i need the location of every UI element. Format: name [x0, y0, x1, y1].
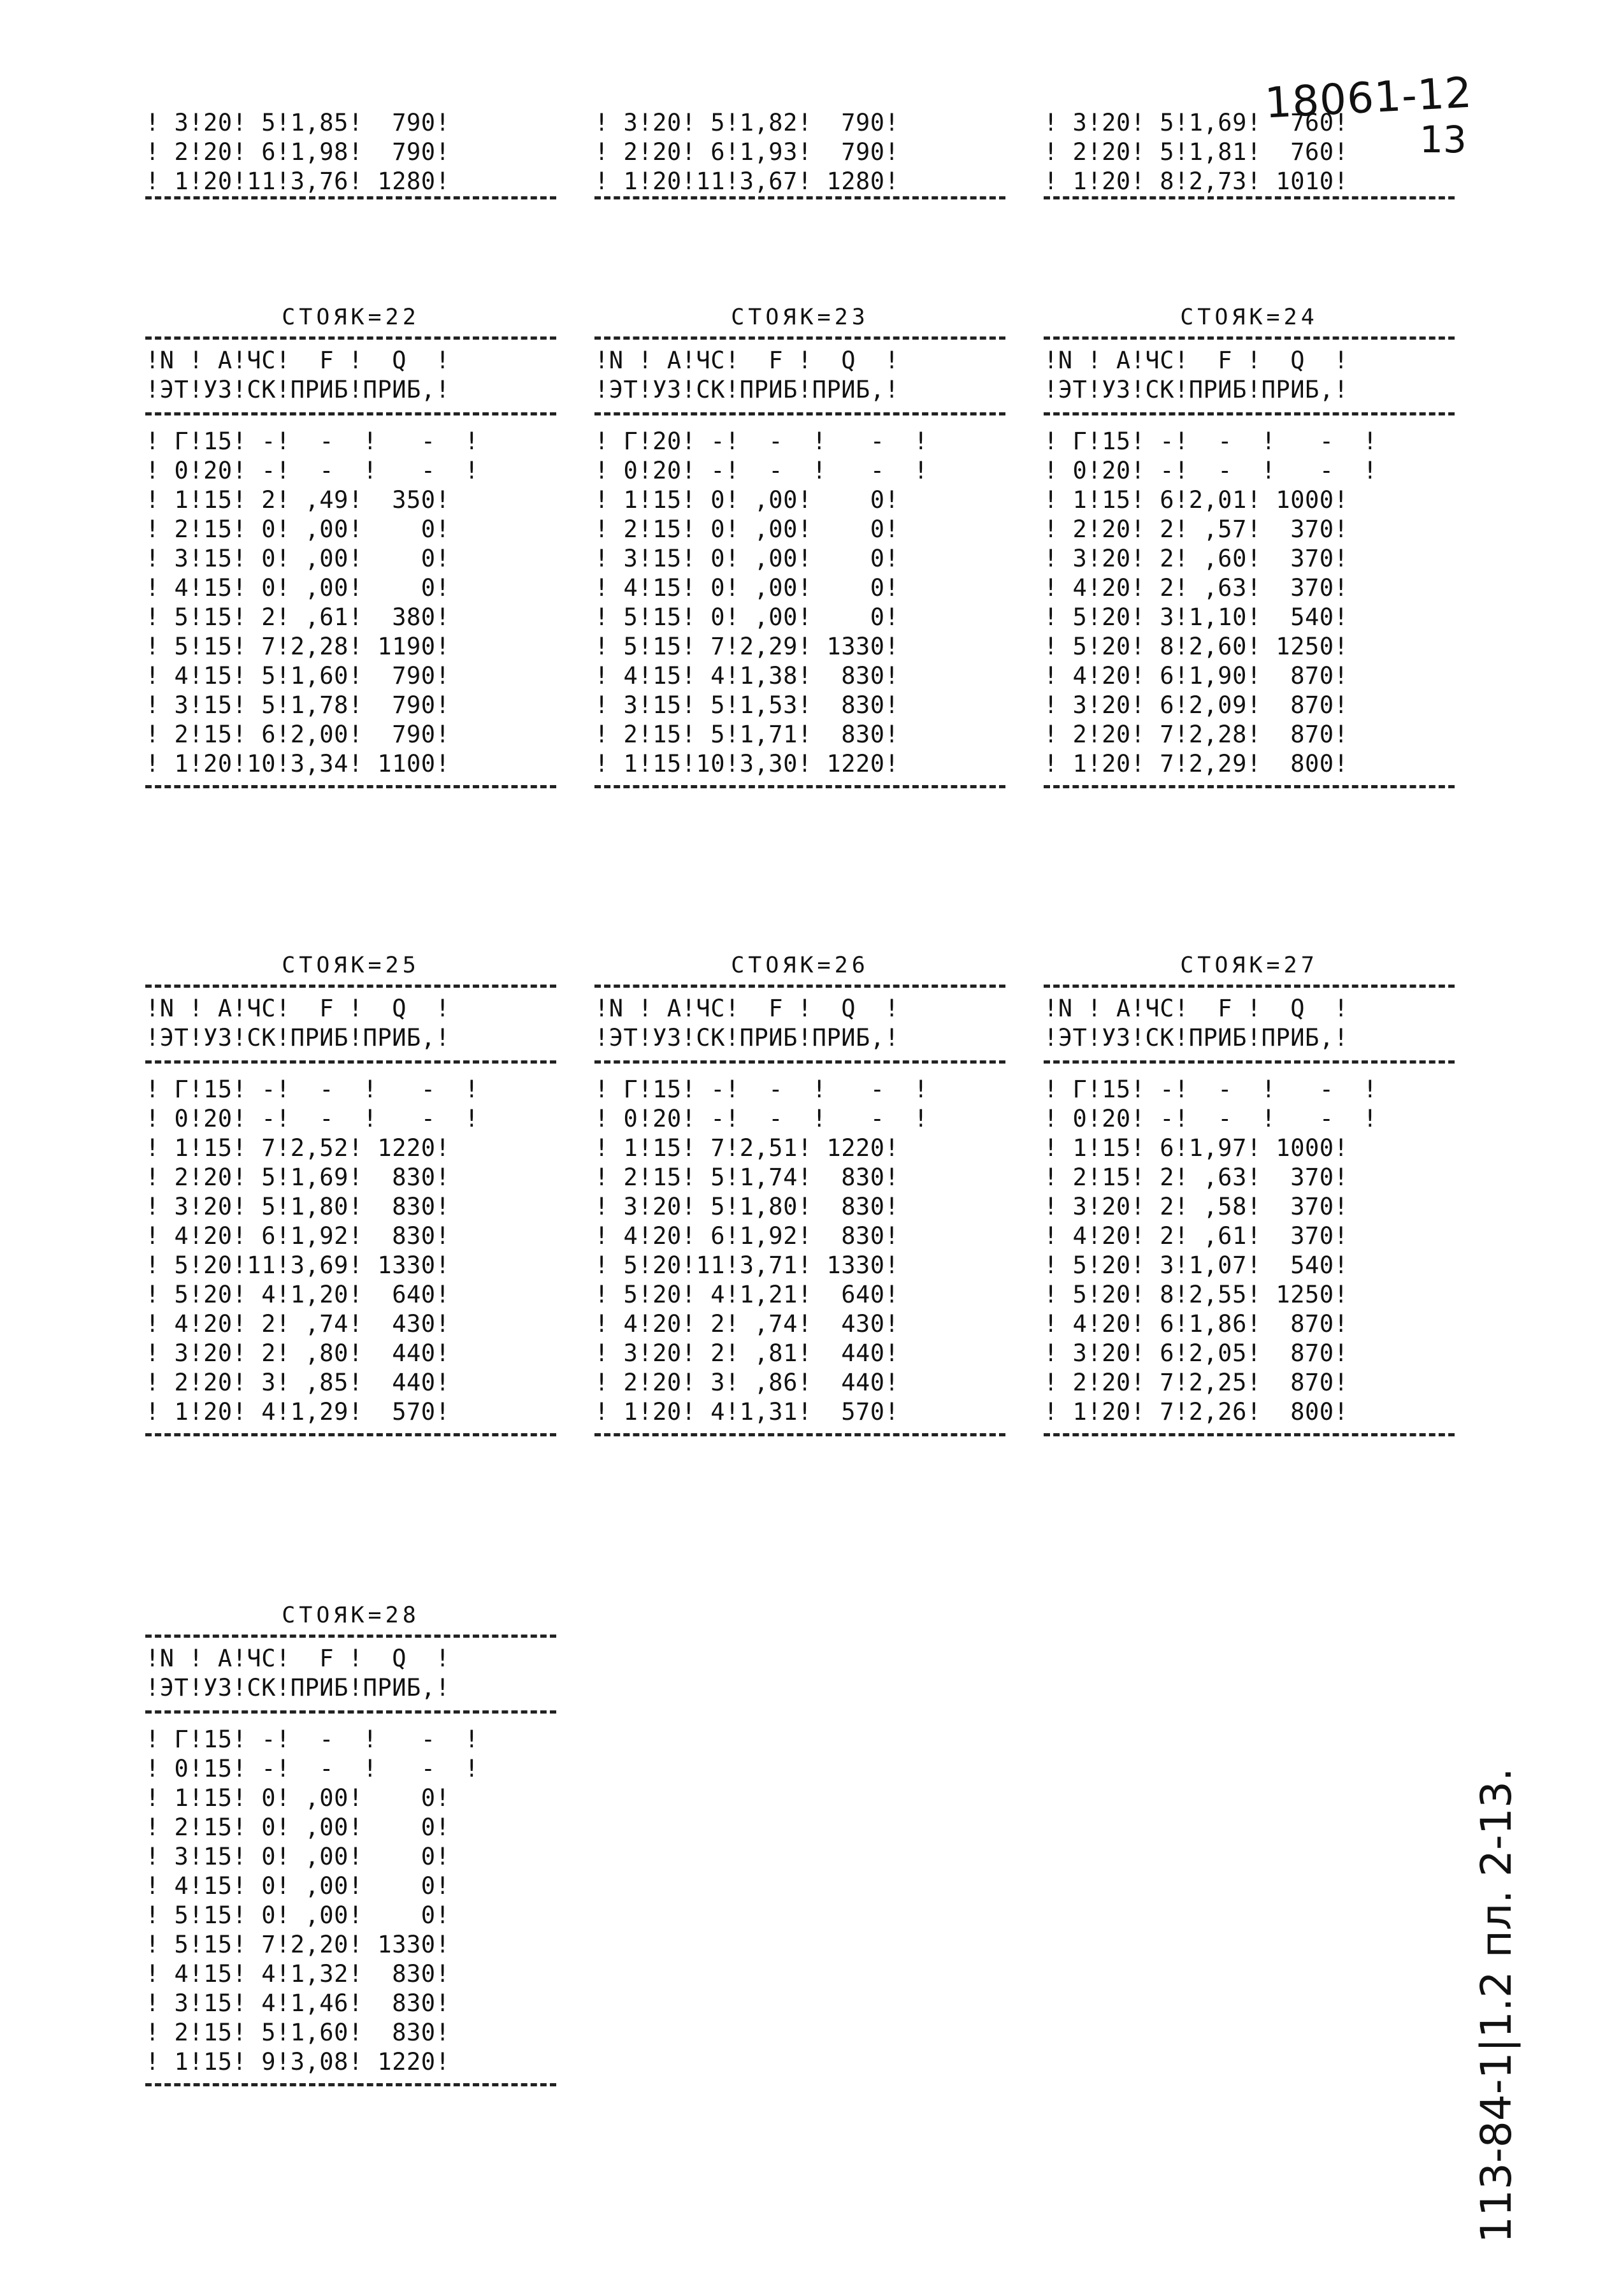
- table-row: ! 2!20! 3! ,86! 440!: [594, 1369, 900, 1396]
- header-row: !ЭТ!УЗ!СК!ПРИБ!ПРИБ,!: [594, 1024, 900, 1051]
- table-row: ! 4!20! 6!1,90! 870!: [1044, 662, 1349, 690]
- table-header: [145, 988, 556, 1060]
- table-row: ! 2!20! 6!1,98! 790!: [145, 138, 450, 166]
- reference-number: 18061-12: [1263, 68, 1474, 128]
- table-row: ! 3!20! 5!1,82! 790!: [594, 109, 900, 136]
- table-header: [145, 340, 556, 412]
- table-row: ! 1!15! 2! ,49! 350!: [145, 486, 450, 514]
- table-row: ! 1!15! 6!2,01! 1000!: [1044, 486, 1349, 514]
- header-row: !N ! А!ЧС! F ! Q !: [145, 1645, 450, 1672]
- table-row: ! 2!15! 5!1,74! 830!: [594, 1164, 900, 1191]
- header-row: !ЭТ!УЗ!СК!ПРИБ!ПРИБ,!: [145, 376, 450, 403]
- table-row-group: [145, 946, 1455, 1436]
- table-row: ! 3!15! 0! ,00! 0!: [594, 545, 900, 572]
- document-code: 113-84-1|1.2 пл. 2-13.: [1472, 1768, 1521, 2243]
- table-row: ! 5!15! 0! ,00! 0!: [145, 1902, 450, 1929]
- table-row: ! Г!20! -! - ! - !: [594, 428, 928, 455]
- header-row: !ЭТ!УЗ!СК!ПРИБ!ПРИБ,!: [1044, 1024, 1349, 1051]
- table-row: ! 2!20! 5!1,81! 760!: [1044, 138, 1349, 166]
- stoyak-table: [145, 1596, 556, 2086]
- table-row: ! 1!20! 7!2,29! 800!: [1044, 750, 1349, 777]
- table-title: СТОЯК=23: [731, 305, 869, 330]
- table-row: ! 4!15! 0! ,00! 0!: [145, 1872, 450, 1900]
- table-row: ! 0!20! -! - ! - !: [145, 457, 479, 484]
- table-row: ! Г!15! -! - ! - !: [1044, 428, 1378, 455]
- table-row: ! 5!20!11!3,69! 1330!: [145, 1252, 450, 1279]
- table-row: ! 1!15! 0! ,00! 0!: [594, 486, 900, 514]
- table-row: ! 5!20! 4!1,21! 640!: [594, 1281, 900, 1308]
- table-row: ! 3!15! 0! ,00! 0!: [145, 1843, 450, 1870]
- table-row: ! 4!20! 2! ,61! 370!: [1044, 1222, 1349, 1250]
- header-row: !ЭТ!УЗ!СК!ПРИБ!ПРИБ,!: [145, 1024, 450, 1051]
- table-row: ! 5!15! 7!2,29! 1330!: [594, 633, 900, 660]
- table-header: [594, 340, 1005, 412]
- table-row: ! 1!15! 6!1,97! 1000!: [1044, 1134, 1349, 1162]
- continuation-table: [1044, 108, 1455, 199]
- header-row: !N ! А!ЧС! F ! Q !: [1044, 995, 1349, 1022]
- header-row: !N ! А!ЧС! F ! Q !: [594, 995, 900, 1022]
- table-row: ! 1!15! 0! ,00! 0!: [145, 1784, 450, 1812]
- table-row: ! 2!15! 0! ,00! 0!: [594, 516, 900, 543]
- table-row: ! 3!20! 5!1,69! 760!: [1044, 109, 1349, 136]
- table-row: ! 3!20! 5!1,80! 830!: [594, 1193, 900, 1220]
- table-rule: [594, 196, 1005, 199]
- table-title: СТОЯК=24: [1180, 305, 1318, 330]
- table-row: ! 5!20! 8!2,55! 1250!: [1044, 1281, 1349, 1308]
- table-body: [145, 1064, 556, 1433]
- header-row: !N ! А!ЧС! F ! Q !: [145, 347, 450, 374]
- table-row: ! 4!15! 5!1,60! 790!: [145, 662, 450, 690]
- table-rule: [594, 1433, 1005, 1436]
- table-row: ! Г!15! -! - ! - !: [145, 1726, 479, 1753]
- table-row: ! 0!20! -! - ! - !: [594, 457, 928, 484]
- table-row: ! 0!20! -! - ! - !: [1044, 457, 1378, 484]
- table-row-group: [145, 1596, 556, 2086]
- table-row: ! 5!15! 2! ,61! 380!: [145, 603, 450, 631]
- table-body: [145, 1714, 556, 2083]
- table-row: ! 2!20! 6!1,93! 790!: [594, 138, 900, 166]
- table-row: ! 4!20! 2! ,74! 430!: [145, 1310, 450, 1338]
- table-row: ! Г!15! -! - ! - !: [145, 1076, 479, 1103]
- continuation-table: [145, 108, 556, 199]
- table-rule: [1044, 196, 1455, 199]
- table-row: ! 3!20! 2! ,60! 370!: [1044, 545, 1349, 572]
- table-rule: [1044, 1433, 1455, 1436]
- table-row: ! 3!20! 6!2,05! 870!: [1044, 1339, 1349, 1367]
- table-row: ! 4!15! 4!1,32! 830!: [145, 1960, 450, 1988]
- table-row: ! 3!20! 5!1,80! 830!: [145, 1193, 450, 1220]
- table-row: ! 2!20! 5!1,69! 830!: [145, 1164, 450, 1191]
- table-row: ! 1!15! 7!2,51! 1220!: [594, 1134, 900, 1162]
- table-row: ! 5!15! 0! ,00! 0!: [594, 603, 900, 631]
- table-row: ! 1!15!10!3,30! 1220!: [594, 750, 900, 777]
- table-row: ! 4!20! 6!1,92! 830!: [594, 1222, 900, 1250]
- table-row: ! 3!15! 5!1,53! 830!: [594, 691, 900, 719]
- table-row: ! Г!15! -! - ! - !: [1044, 1076, 1378, 1103]
- table-row: ! 2!15! 6!2,00! 790!: [145, 721, 450, 748]
- table-rule: [145, 196, 556, 199]
- table-rule: [145, 2083, 556, 2086]
- stoyak-table: [145, 946, 556, 1436]
- table-row: ! 0!20! -! - ! - !: [1044, 1105, 1378, 1132]
- table-body: [1044, 415, 1455, 785]
- table-header: [145, 1638, 556, 1710]
- stoyak-table: [1044, 946, 1455, 1436]
- table-row: ! 1!20! 4!1,29! 570!: [145, 1398, 450, 1426]
- table-row: ! 4!20! 6!1,86! 870!: [1044, 1310, 1349, 1338]
- table-body: [594, 415, 1005, 785]
- table-row: ! 3!15! 4!1,46! 830!: [145, 1989, 450, 2017]
- table-title: СТОЯК=27: [1180, 953, 1318, 978]
- continuation-block: [145, 108, 1455, 199]
- table-row: ! 3!20! 2! ,80! 440!: [145, 1339, 450, 1367]
- stoyak-table: [594, 946, 1005, 1436]
- table-row: ! 1!20!11!3,67! 1280!: [594, 168, 900, 195]
- table-row: ! Г!15! -! - ! - !: [594, 1076, 928, 1103]
- table-title: СТОЯК=28: [282, 1603, 420, 1628]
- stoyak-table: [1044, 298, 1455, 788]
- table-header: [1044, 988, 1455, 1060]
- table-row: ! 2!20! 7!2,28! 870!: [1044, 721, 1349, 748]
- header-row: !ЭТ!УЗ!СК!ПРИБ!ПРИБ,!: [145, 1674, 450, 1701]
- table-title: СТОЯК=22: [282, 305, 420, 330]
- table-row: ! 2!15! 5!1,71! 830!: [594, 721, 900, 748]
- table-row: ! 2!15! 2! ,63! 370!: [1044, 1164, 1349, 1191]
- table-row: ! 5!20! 4!1,20! 640!: [145, 1281, 450, 1308]
- table-row: ! 0!20! -! - ! - !: [145, 1105, 479, 1132]
- table-row: ! 4!15! 0! ,00! 0!: [594, 574, 900, 602]
- table-row: ! 3!20! 2! ,58! 370!: [1044, 1193, 1349, 1220]
- table-row: ! 5!20! 3!1,10! 540!: [1044, 603, 1349, 631]
- table-row: ! 1!15! 7!2,52! 1220!: [145, 1134, 450, 1162]
- table-title: СТОЯК=26: [731, 953, 869, 978]
- table-row: ! 2!20! 3! ,85! 440!: [145, 1369, 450, 1396]
- table-row: ! 5!20! 8!2,60! 1250!: [1044, 633, 1349, 660]
- header-row: !ЭТ!УЗ!СК!ПРИБ!ПРИБ,!: [1044, 376, 1349, 403]
- table-row: ! 3!15! 0! ,00! 0!: [145, 545, 450, 572]
- table-row: ! 4!20! 2! ,74! 430!: [594, 1310, 900, 1338]
- table-body: [1044, 1064, 1455, 1433]
- table-row: ! 0!15! -! - ! - !: [145, 1755, 479, 1782]
- table-row: ! 1!15! 9!3,08! 1220!: [145, 2048, 450, 2076]
- table-row: ! 4!15! 4!1,38! 830!: [594, 662, 900, 690]
- table-rule: [145, 1433, 556, 1436]
- table-row: ! 2!20! 7!2,25! 870!: [1044, 1369, 1349, 1396]
- stoyak-table: [145, 298, 556, 788]
- header-row: !ЭТ!УЗ!СК!ПРИБ!ПРИБ,!: [594, 376, 900, 403]
- table-row: ! 1!20! 8!2,73! 1010!: [1044, 168, 1349, 195]
- table-row: ! 3!20! 2! ,81! 440!: [594, 1339, 900, 1367]
- table-body: [145, 415, 556, 785]
- table-row: ! 3!20! 6!2,09! 870!: [1044, 691, 1349, 719]
- table-row: ! 4!15! 0! ,00! 0!: [145, 574, 450, 602]
- table-title: СТОЯК=25: [282, 953, 420, 978]
- table-row: ! 1!20!11!3,76! 1280!: [145, 168, 450, 195]
- table-row: ! 0!20! -! - ! - !: [594, 1105, 928, 1132]
- table-row: ! 2!15! 0! ,00! 0!: [145, 1814, 450, 1841]
- header-row: !N ! А!ЧС! F ! Q !: [594, 347, 900, 374]
- table-row-group: [145, 298, 1455, 788]
- table-row: ! 1!20! 4!1,31! 570!: [594, 1398, 900, 1426]
- table-row: ! 4!20! 6!1,92! 830!: [145, 1222, 450, 1250]
- table-row: ! 1!20!10!3,34! 1100!: [145, 750, 450, 777]
- header-row: !N ! А!ЧС! F ! Q !: [145, 995, 450, 1022]
- table-header: [594, 988, 1005, 1060]
- table-row: ! 2!20! 2! ,57! 370!: [1044, 516, 1349, 543]
- page-number: 13: [1420, 118, 1467, 161]
- table-row: ! 2!15! 5!1,60! 830!: [145, 2019, 450, 2046]
- table-rule: [1044, 785, 1455, 788]
- table-row: ! 2!15! 0! ,00! 0!: [145, 516, 450, 543]
- table-row: ! 1!20! 7!2,26! 800!: [1044, 1398, 1349, 1426]
- table-row: ! 3!20! 5!1,85! 790!: [145, 109, 450, 136]
- table-body: [594, 1064, 1005, 1433]
- table-row: ! 5!20! 3!1,07! 540!: [1044, 1252, 1349, 1279]
- table-row: ! 3!15! 5!1,78! 790!: [145, 691, 450, 719]
- table-header: [1044, 340, 1455, 412]
- stoyak-table: [594, 298, 1005, 788]
- header-row: !N ! А!ЧС! F ! Q !: [1044, 347, 1349, 374]
- table-row: ! 5!20!11!3,71! 1330!: [594, 1252, 900, 1279]
- table-row: ! 5!15! 7!2,20! 1330!: [145, 1931, 450, 1958]
- continuation-table: [594, 108, 1005, 199]
- table-row: ! 4!20! 2! ,63! 370!: [1044, 574, 1349, 602]
- table-rule: [145, 785, 556, 788]
- table-rule: [594, 785, 1005, 788]
- table-row: ! Г!15! -! - ! - !: [145, 428, 479, 455]
- table-row: ! 5!15! 7!2,28! 1190!: [145, 633, 450, 660]
